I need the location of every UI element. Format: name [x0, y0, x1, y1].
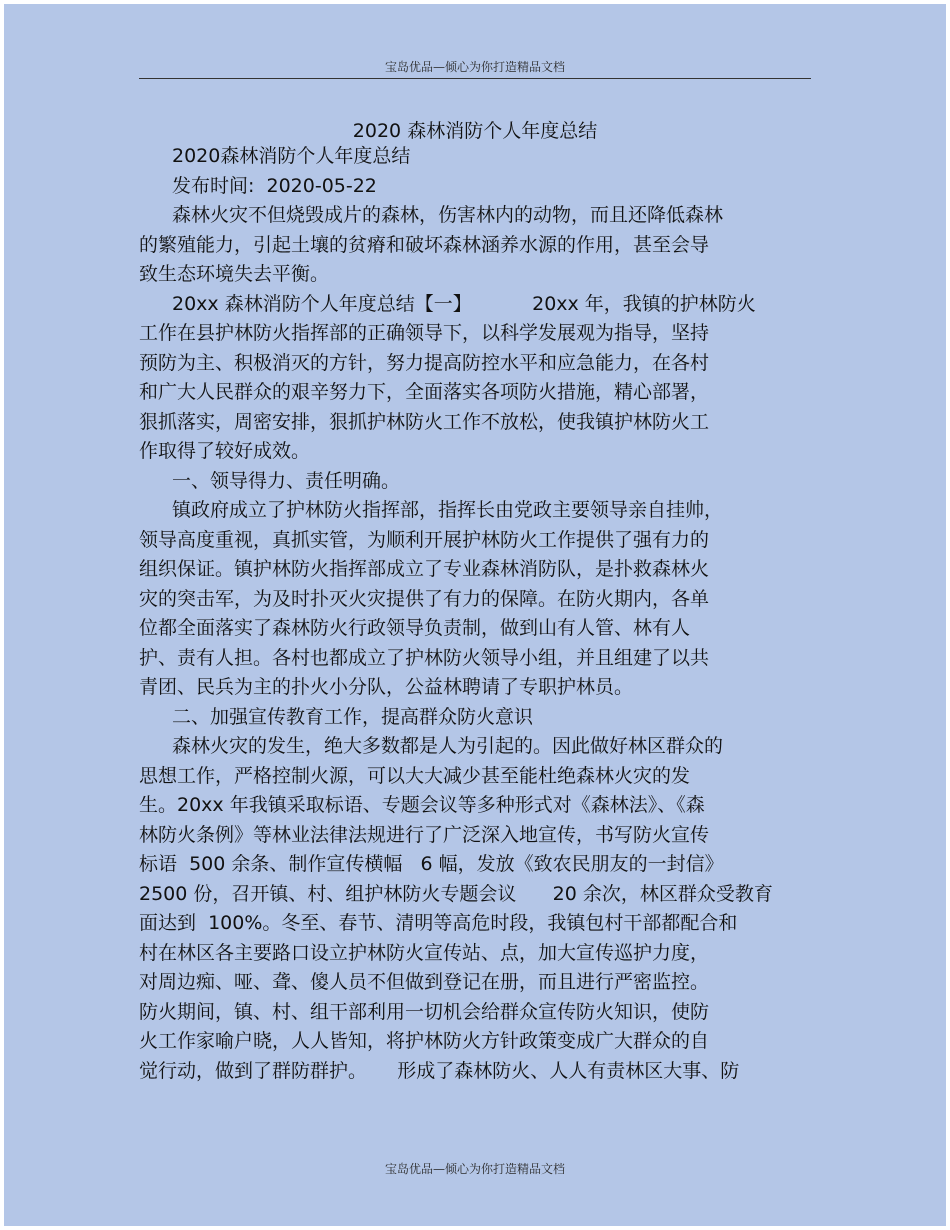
text-line: 预防为主、积极消灭的方针，努力提高防控水平和应急能力，在各村 [139, 351, 710, 374]
text-line: 思想工作，严格控制火源，可以大大减少甚至能杜绝森林火灾的发 [139, 764, 691, 787]
text-line: 组织保证。镇护林防火指挥部成立了专业森林消防队，是扑救森林火 [139, 558, 710, 580]
text-line: 的繁殖能力，引起土壤的贫瘠和破坏森林涵养水源的作用，甚至会导 [139, 233, 710, 256]
text-line: 火工作家喻户晓，人人皆知，将护林防火方针政策变成广大群众的自 [139, 1030, 710, 1052]
page-footer: 宝岛优品—倾心为你打造精品文档 [384, 1162, 565, 1176]
header-divider [139, 78, 811, 79]
text-line: 森林火灾不但烧毁成片的森林，伤害林内的动物，而且还降低森林 [172, 204, 724, 226]
text-line: 2500 份，召开镇、村、组护林防火专题会议 20 余次，林区群众受教育 [139, 882, 773, 905]
text-line: 防火期间，镇、村、组干部利用一切机会给群众宣传防火知识，使防 [139, 1000, 710, 1023]
page-header: 宝岛优品—倾心为你打造精品文档 [384, 60, 565, 74]
text-line: 标语 500 余条、制作宣传横幅 6 幅，发放《致农民朋友的一封信》 [139, 853, 724, 875]
section-heading-1: 一、领导得力、责任明确。 [172, 469, 401, 492]
text-line: 灾的突击军，为及时扑灭火灾提供了有力的保障。在防火期内，各单 [139, 587, 710, 610]
section-heading-2: 二、加强宣传教育工作，提高群众防火意识 [172, 705, 534, 728]
text-line: 狠抓落实，周密安排，狠抓护林防火工作不放松，使我镇护林防火工 [139, 410, 710, 433]
text-line: 觉行动，做到了群防群护。 形成了森林防火、人人有责林区大事、防 [139, 1059, 740, 1082]
text-line: 致生态环境失去平衡。 [139, 263, 330, 285]
text-line: 领导高度重视，真抓实管，为顺利开展护林防火工作提供了强有力的 [139, 528, 710, 551]
text-line: 作取得了较好成效。 [139, 440, 311, 462]
publish-date-line: 发布时间: 2020-05-22 [172, 174, 377, 197]
text-line: 护、责有人担。各村也都成立了护林防火领导小组，并且组建了以共 [139, 646, 710, 669]
document-body [139, 142, 799, 1086]
text-line: 20xx 森林消防个人年度总结【一】 20xx 年，我镇的护林防火 [172, 292, 756, 315]
document-title: 2020 森林消防个人年度总结 [352, 120, 598, 142]
text-line: 生。20xx 年我镇采取标语、专题会议等多种形式对《森林法》、《森 [139, 794, 705, 816]
text-line: 和广大人民群众的艰辛努力下，全面落实各项防火措施，精心部署， [139, 381, 710, 403]
subtitle-line: 2020森林消防个人年度总结 [172, 145, 411, 167]
text-line: 对周边痴、哑、聋、傻人员不但做到登记在册，而且进行严密监控。 [139, 971, 710, 993]
text-line: 林防火条例》等林业法律法规进行了广泛深入地宣传，书写防火宣传 [139, 823, 710, 846]
text-line: 面达到 100%。冬至、春节、清明等高危时段，我镇包村干部都配合和 [139, 912, 738, 934]
text-line: 工作在县护林防火指挥部的正确领导下，以科学发展观为指导，坚持 [139, 322, 710, 344]
text-line: 森林火灾的发生，绝大多数都是人为引起的。因此做好林区群众的 [172, 735, 724, 757]
text-line: 位都全面落实了森林防火行政领导负责制，做到山有人管、林有人 [139, 617, 691, 639]
text-line: 青团、民兵为主的扑火小分队，公益林聘请了专职护林员。 [139, 676, 634, 698]
text-line: 镇政府成立了护林防火指挥部，指挥长由党政主要领导亲自挂帅， [172, 499, 724, 521]
text-line: 村在林区各主要路口设立护林防火宣传站、点，加大宣传巡护力度， [139, 941, 710, 964]
